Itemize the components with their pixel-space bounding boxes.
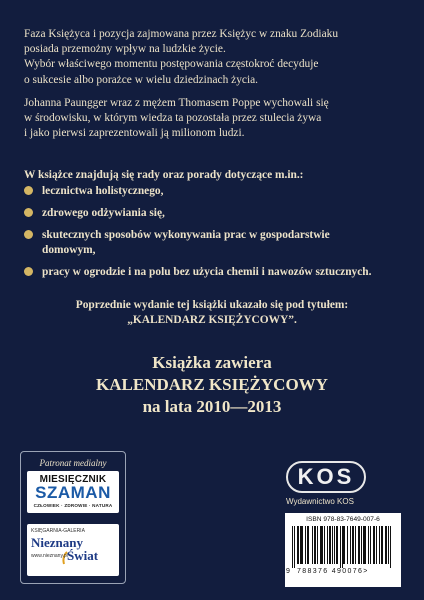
bullet-dot-icon <box>24 267 33 276</box>
intro-paragraph-2 <box>24 96 396 142</box>
list-heading: W książce znajdują się rady oraz porady dotyczące m.in.: <box>24 169 304 181</box>
topics-list <box>24 184 404 287</box>
ean-end-mark: > <box>363 568 369 575</box>
list-item <box>24 228 404 257</box>
nieznany-name: Nieznany <box>31 535 83 550</box>
isbn-text: ISBN 978-83-7649-007-6 <box>306 516 380 523</box>
list-item-text: pracy w ogrodzie i na polu bez użycia chemii i nawozów sztucznych. <box>42 265 372 278</box>
intro-line: Wybór właściwego momentu postępowania częstokroć decyduje <box>24 58 319 71</box>
list-item <box>24 206 404 221</box>
intro-line: w środowisku, w którym wiedza ta pozostała przez stulecia żywa <box>24 112 322 125</box>
intro-paragraph-1 <box>24 27 396 88</box>
nieznany-swiat-logo <box>27 524 119 576</box>
promo-line-2: KALENDARZ KSIĘŻYCOWY <box>96 375 328 394</box>
list-item-text: zdrowego odżywiania się, <box>42 207 165 220</box>
intro-line: posiada przemożny wpływ na ludzkie życie. <box>24 43 226 56</box>
promo-line-3: na lata 2010—2013 <box>142 397 282 416</box>
list-item-text: skutecznych sposobów wykonywania prac w gospodarstwie domowym, <box>42 229 330 256</box>
nieznany-url: www.nieznany.pl <box>31 553 68 559</box>
nieznany-swiat-word: Świat <box>67 548 99 563</box>
isbn-barcode <box>285 513 401 587</box>
szaman-logo <box>27 471 119 513</box>
list-item-text: lecznictwa holistycznego, <box>42 185 164 197</box>
szaman-title: SZAMAN <box>35 483 111 502</box>
ean-first-digit: 9 <box>286 568 290 575</box>
intro-line: Faza Księżyca i pozycja zajmowana przez Księżyc w znaku Zodiaku <box>24 28 339 40</box>
nieznany-top-text: KSIĘGARNIA-GALERIA <box>31 528 85 534</box>
szaman-tagline: CZŁOWIEK · ZDROWIE · NATURA <box>33 503 113 508</box>
list-item <box>24 265 404 280</box>
bullet-dot-icon <box>24 208 33 217</box>
kos-logo: KOS <box>286 461 366 493</box>
szaman-top-text: MIESIĘCZNIK <box>39 474 107 485</box>
previous-edition-title: „KALENDARZ KSIĘŻYCOWY”. <box>127 314 297 326</box>
patronage-label: Patronat medialny <box>39 458 107 468</box>
list-item <box>24 184 404 199</box>
intro-line: Johanna Paungger wraz z mężem Thomasem Poppe wychowali się <box>24 97 329 109</box>
intro-line: o sukcesie albo porażce w wielu dziedzinach życia. <box>24 73 259 86</box>
bullet-dot-icon <box>24 230 33 239</box>
promo-line-1: Książka zawiera <box>152 353 272 372</box>
barcode-bars-icon <box>292 526 394 568</box>
intro-line: i jako pierwsi zaprezentowali ją milionom ludzi. <box>24 127 245 140</box>
ean-digit-groups: 788376 490076 <box>297 568 364 575</box>
ean-digits <box>297 568 393 575</box>
media-patronage-box <box>20 451 126 584</box>
previous-edition-note: Poprzednie wydanie tej książki ukazało się pod tytułem: <box>75 299 349 311</box>
bullet-dot-icon <box>24 186 33 195</box>
publisher-name: Wydawnictwo KOS <box>286 497 354 506</box>
